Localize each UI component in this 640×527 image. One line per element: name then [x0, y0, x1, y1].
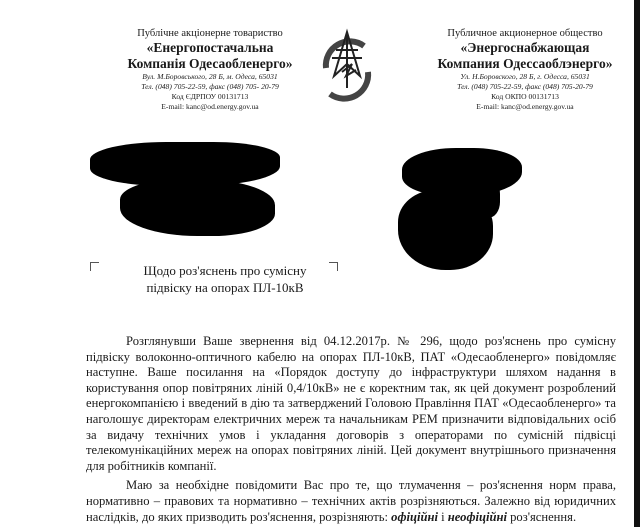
address-ru: Ул. Н.Боровского, 28 Б, г. Одесса, 65031: [460, 72, 590, 81]
redacted-block-left-2: [120, 180, 275, 236]
company-logo-icon: [306, 28, 388, 112]
company-type-ru: Публичное акционерное общество: [447, 28, 603, 39]
subject-line-2: підвіску на опорах ПЛ-10кВ: [146, 280, 304, 295]
letterhead-russian: [410, 28, 640, 112]
email-ua: E-mail: kanc@od.energy.gov.ua: [161, 102, 259, 111]
letter-body: [86, 334, 616, 525]
phone-ua: Тел. (048) 705-22-59, факс (048) 705- 20-79: [141, 82, 279, 91]
address-ua: Вул. М.Боровського, 28 Б, м. Одеса, 65031: [142, 72, 278, 81]
scan-edge: [634, 0, 640, 527]
phone-ru: Тел. (048) 705-22-59, факс (048) 705-20-79: [457, 82, 593, 91]
company-name-ru-line2: Компания Одессаоблэнерго»: [437, 56, 613, 71]
body-paragraph-2: [86, 478, 616, 525]
email-ru: E-mail: kanc@od.energy.gov.ua: [476, 102, 574, 111]
company-name-ua-line1: «Енергопостачальна: [146, 40, 274, 55]
letter-subject: [120, 262, 330, 296]
company-name-ru-line1: «Энергоснабжающая: [460, 40, 590, 55]
body-paragraph-1: Розглянувши Ваше звернення від 04.12.2017р. № 296, щодо роз'яснень про сумісну підвіску волоконно-оптичного кабелю на опорах ПЛ-10кВ, ПАТ «Одесаобленерго» повідомляє наступне. Ваше посилання на «Порядок доступу до інфраструктури шляхом надання в користування опор повітряних ліній 0,4/10кВ» не є коректним так, як цей документ розроблений енергокомпанією і введений в дію та затверджений Головою Правління ПАТ «Одесаобленерго» та наголошує директорам електричних мереж та начальникам РЕМ призначити відповідальних осіб за видачу технічних умов і укладання договорів з операторами по сумісній підвісці телекомунікаційних мереж на опорах повітряних ліній. Цей документ внутрішнього призначення для робітників компанії.: [86, 334, 616, 473]
subject-line-1: Щодо роз'яснень про сумісну: [143, 263, 307, 278]
body-paragraph-2-end: роз'яснення.: [506, 509, 577, 524]
registry-code-ru: Код ОКПО 00131713: [491, 92, 559, 101]
body-paragraph-2-text: Маю за необхідне повідомити Вас про те, що тлумачення – роз'яснення норм права, нормативно – правових та нормативно – технічних актів розрізняються. Залежно від юридичних наслідків, до яких призводить роз'яснення, розрізняють:: [86, 478, 616, 524]
redacted-block-right-3: [470, 178, 500, 218]
company-name-ua-line2: Компанія Одесаобленерго»: [127, 56, 293, 71]
official-emphasis: офіційні: [391, 509, 438, 524]
letterhead-ukrainian: [95, 28, 325, 112]
registry-code-ua: Код ЄДРПОУ 00131713: [171, 92, 249, 101]
unofficial-emphasis: неофіційні: [447, 509, 507, 524]
redacted-block-right-1: [402, 148, 522, 196]
conjunction: і: [437, 509, 448, 524]
company-type-ua: Публічне акціонерне товариство: [137, 28, 283, 39]
